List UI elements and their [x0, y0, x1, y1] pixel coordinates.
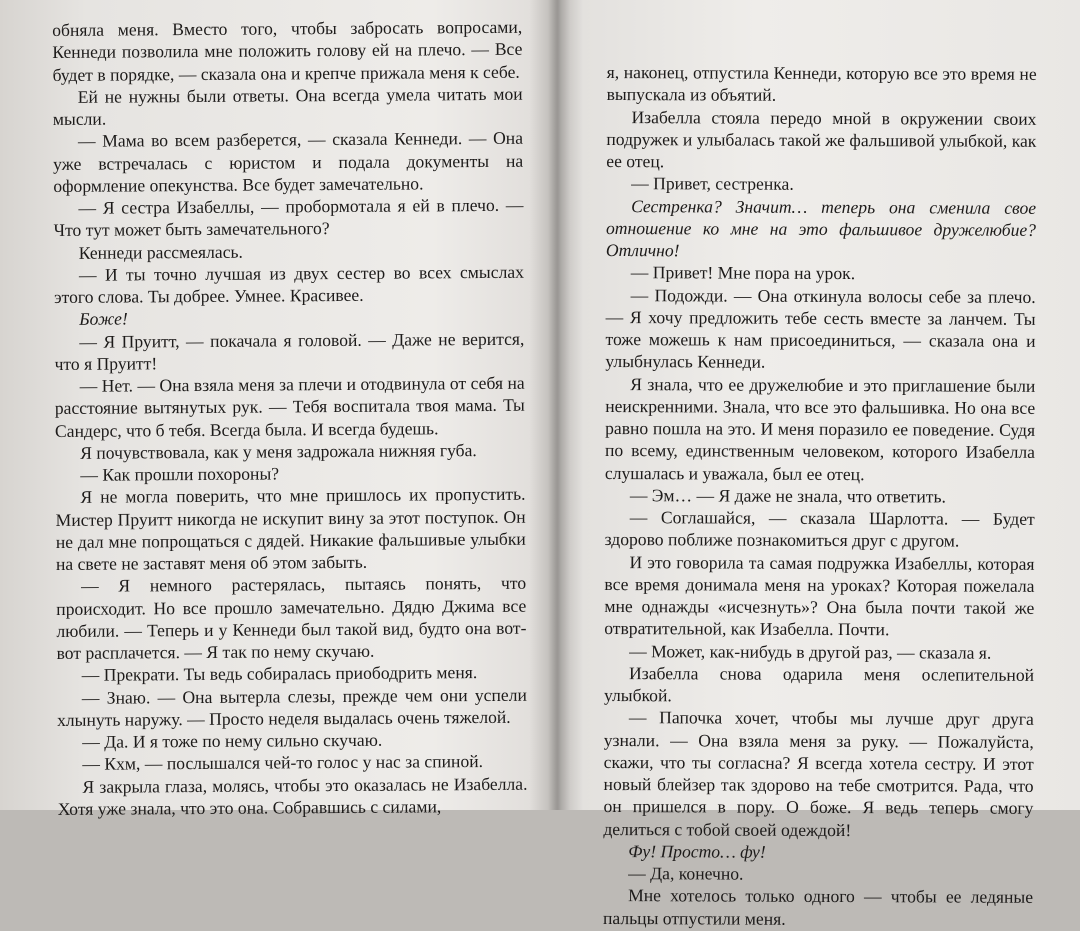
- paragraph: Я не могла поверить, что мне пришлось их пропустить. Мистер Пруитт никогда не искупит вину за этот поступок. Он не дал мне попрощаться с дядей. Никакие фальшивые улыбки на свете не заставят меня об этом забыть.: [55, 483, 526, 574]
- paragraph: — Соглашайся, — сказала Шарлотта. — Будет здорово поближе познакомиться друг с другом.: [604, 507, 1035, 551]
- paragraph: — И ты точно лучшая из двух сестер во всех смыслах этого слова. Ты добрее. Умнее. Красивее.: [54, 261, 524, 307]
- paragraph: Сестренка? Значит… теперь она сменила свое отношение ко мне на это фальшивое дружелюбие? Отлично!: [605, 195, 1037, 261]
- paragraph: — Привет! Мне пора на урок.: [630, 262, 856, 284]
- paragraph: — Как прошли похороны?: [80, 463, 280, 485]
- paragraph: — Подожди. — Она откинула волосы себе за плечо. — Я хочу предложить тебе сесть вместе за ланчем. Ты тоже можешь к нам присоединиться, — сказала она и улыбнулась Кеннеди.: [605, 284, 1036, 372]
- paragraph: — Знаю. — Она вытерла слезы, прежде чем они успели хлынуть наружу. — Просто неделя выдалась очень тяжелой.: [56, 684, 527, 730]
- paragraph: обняла меня. Вместо того, чтобы забросать вопросами, Кеннеди позволила мне положить голову ей на плечо. — Все будет в порядке, — сказала она и крепче прижала меня к себе.: [52, 16, 523, 85]
- paragraph: Боже!: [79, 308, 128, 330]
- paragraph: Кеннеди рассмеялась.: [78, 241, 243, 263]
- paragraph: я, наконец, отпустила Кеннеди, которую все это время не выпускала из объятий.: [606, 61, 1037, 105]
- paragraph: — Да, конечно.: [628, 863, 744, 884]
- right-page: [602, 0, 1037, 929]
- paragraph: Фу! Просто… фу!: [628, 840, 766, 862]
- book-gutter: [548, 0, 570, 810]
- paragraph: — Прекрати. Ты ведь собиралась приободрить меня.: [81, 662, 478, 686]
- paragraph: Мне хотелось только одного — чтобы ее ледяные пальцы отпустили меня.: [602, 885, 1034, 929]
- paragraph: — Папочка хочет, чтобы мы лучше друг друга узнали. — Она взяла меня за руку. — Пожалуйста, скажи, что ты согласна? Я всегда хотела сестру. И этот новый блейзер так здорово на тебе смотрится. Рада, что он пришелся в пору. О боже. Я ведь теперь смогу делиться с тобой своей одеждой!: [603, 707, 1034, 840]
- paragraph: — Я сестра Изабеллы, — пробормотала я ей в плечо. — Что тут может быть замечательного?: [53, 194, 524, 241]
- paragraph: Ей не нужны были ответы. Она всегда умела читать мои мысли.: [52, 83, 523, 129]
- left-page: [52, 0, 528, 819]
- paragraph: — Привет, сестренка.: [631, 173, 794, 195]
- paragraph: Изабелла снова одарила меня ослепительной улыбкой.: [603, 662, 1035, 706]
- paragraph: — Мама во всем разберется, — сказала Кеннеди. — Она уже встречалась с юристом и подала документы на оформление опекунства. Все будет замечательно.: [53, 127, 524, 196]
- paragraph: И это говорила та самая подружка Изабеллы, которая все время донимала меня на уроках? Которая пожелала мне однажды «исчезнуть»? Она была почти такой же отвратительной, как Изабелла. Почти.: [604, 551, 1035, 640]
- left-page-text: [52, 16, 528, 820]
- paragraph: Я закрыла глаза, молясь, чтобы это оказалась не Изабелла. Хотя уже знала, что это она. Собравшись с силами,: [57, 773, 528, 819]
- paragraph: — Эм… — Я даже не знала, что ответить.: [629, 484, 946, 507]
- paragraph: — Я Пруитт, — покачала я головой. — Даже не верится, что я Пруитт!: [54, 328, 525, 374]
- paragraph: — Может, как-нибудь в другой раз, — сказала я.: [629, 640, 992, 663]
- paragraph: — Я немного растерялась, пытаясь понять, что происходит. Но все прошло замечательно. Дядю Джима все любили. — Теперь и у Кеннеди был такой вид, будто она вот-вот расплачется. — Я так по нему скучаю.: [56, 572, 527, 663]
- paragraph: — Кхм, — послышался чей-то голос у нас за спиной.: [82, 751, 484, 775]
- paragraph: Я почувствовала, как у меня задрожала нижняя губа.: [80, 439, 477, 463]
- paragraph: — Нет. — Она взяла меня за плечи и отодвинула от себя на расстояние вытянутых рук. — Тебя воспитала твоя мама. Ты Сандерс, что б тебя. Всегда была. И всегда будешь.: [54, 372, 525, 441]
- paragraph: — Да. И я тоже по нему сильно скучаю.: [82, 729, 383, 752]
- paragraph: Я знала, что ее дружелюбие и это приглашение были неискренними. Знала, что все это фальшивка. Но она все равно пошла на это. И меня поразило ее поведение. Судя по всему, единственным человеком, которого Изабелла слушалась и уважала, был ее отец.: [604, 373, 1036, 484]
- paragraph: Изабелла стояла передо мной в окружении своих подружек и улыбалась такой же фальшивой улыбкой, как ее отец.: [606, 106, 1037, 172]
- right-page-text: [603, 61, 1037, 931]
